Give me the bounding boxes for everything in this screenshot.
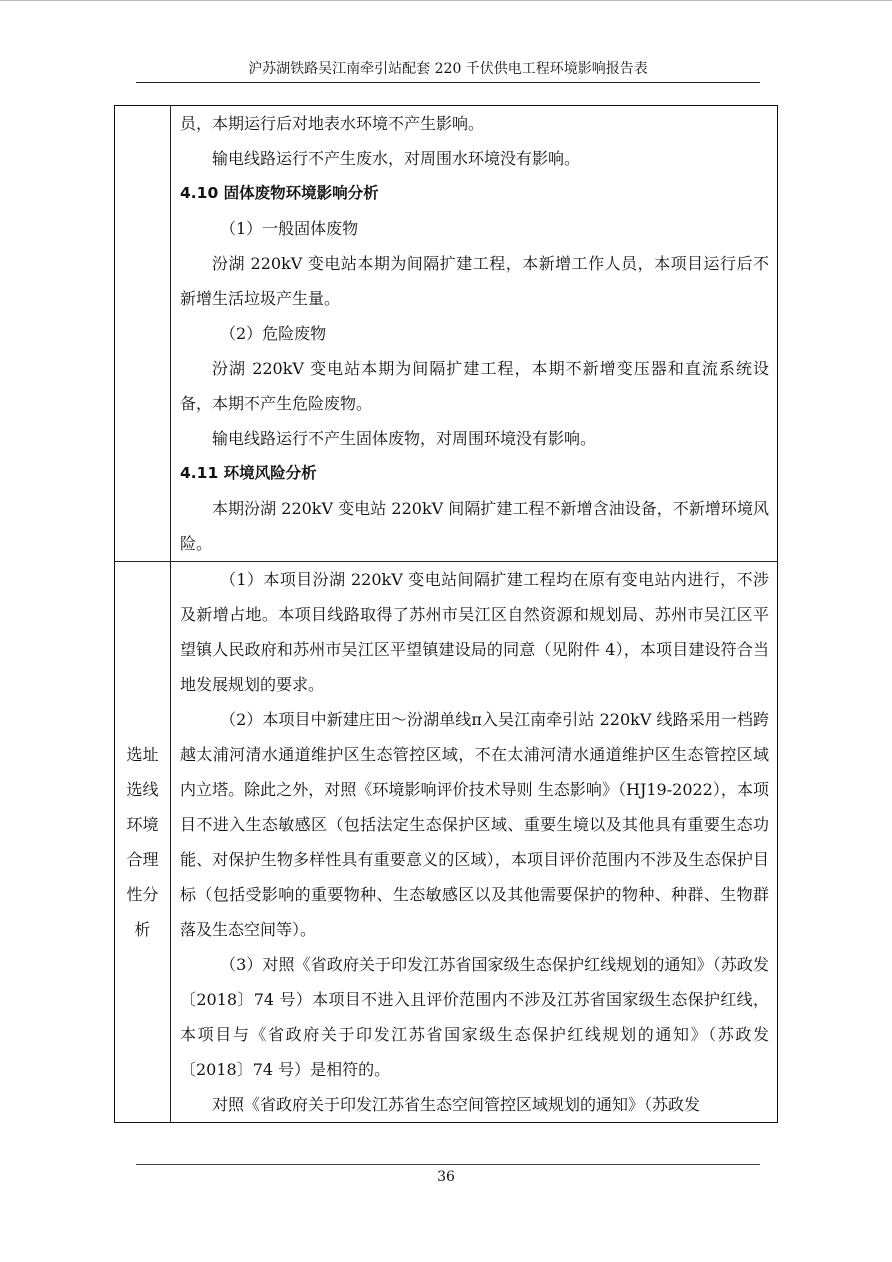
subheading-general-solid-waste: （1）一般固体废物 (220, 219, 359, 238)
row-content-cell (171, 562, 777, 1122)
page-number: 36 (437, 1169, 455, 1185)
section-heading-environmental-risk: 4.11 环境风险分析 (180, 464, 317, 482)
table-row-water-solid-waste (115, 106, 777, 562)
report-table (114, 105, 778, 1123)
paragraph-site-2: （2）本项目中新建庄田～汾湖单线π入吴江南牵引站 220kV 线路采用一档跨越太浦河清水通道维护区生态管控区域，不在太浦河清水通道维护区生态管控区域内立塔。除此之外，对照《环境影响评价技术导则 生态影响》（HJ19-2022），本项目不进入生态敏感区（包括法定生态保护区域、重要生境以及其他具有重要生态功能、对保护生物多样性具有重要意义的区域），本项目评价范围内不涉及生态保护目标（包括受影响的重要物种、生态敏感区以及其他需要保护的物种、种群、生物群落及生态空间等）。 (180, 710, 769, 939)
paragraph-water-continuation: 员，本期运行后对地表水环境不产生影响。 (180, 114, 485, 133)
paragraph-line-solid-waste: 输电线路运行不产生固体废物，对周围环境没有影响。 (212, 429, 597, 448)
paragraph-environmental-risk: 本期汾湖 220kV 变电站 220kV 间隔扩建工程不新增含油设备，不新增环境风险。 (180, 499, 769, 553)
header-rule (136, 82, 760, 83)
page-top-edge (0, 0, 892, 1)
page-header-title: 沪苏湖铁路吴江南牵引站配套 220 千伏供电工程环境影响报告表 (248, 61, 648, 77)
paragraph-site-1: （1）本项目汾湖 220kV 变电站间隔扩建工程均在原有变电站内进行，不涉及新增占地。本项目线路取得了苏州市吴江区自然资源和规划局、苏州市吴江区平望镇人民政府和苏州市吴江区平望镇建设局的同意（见附件 4），本项目建设符合当地发展规划的要求。 (180, 570, 769, 694)
paragraph-general-solid-waste: 汾湖 220kV 变电站本期为间隔扩建工程，本新增工作人员，本项目运行后不新增生活垃圾产生量。 (180, 254, 769, 308)
row-label-site-selection: 选址选线环境合理性分析 (126, 745, 159, 939)
paragraph-site-4: 对照《省政府关于印发江苏省生态空间管控区域规划的通知》（苏政发 (212, 1095, 701, 1114)
row-content-cell (171, 106, 777, 561)
table-row-site-selection (115, 562, 777, 1122)
paragraph-hazardous-waste: 汾湖 220kV 变电站本期为间隔扩建工程，本期不新增变压器和直流系统设备，本期不产生危险废物。 (180, 359, 769, 413)
row-label-cell (115, 106, 171, 561)
section-heading-solid-waste: 4.10 固体废物环境影响分析 (180, 184, 379, 202)
paragraph-line-wastewater: 输电线路运行不产生废水，对周围水环境没有影响。 (212, 149, 581, 168)
row-label-cell (115, 562, 171, 1122)
footer-rule (136, 1164, 760, 1165)
paragraph-site-3: （3）对照《省政府关于印发江苏省国家级生态保护红线规划的通知》（苏政发〔2018〕74 号）本项目不进入且评价范围内不涉及江苏省国家级生态保护红线，本项目与《省政府关于印发江苏省国家级生态保护红线规划的通知》（苏政发〔2018〕74 号）是相符的。 (180, 955, 769, 1079)
subheading-hazardous-waste: （2）危险废物 (220, 324, 327, 343)
